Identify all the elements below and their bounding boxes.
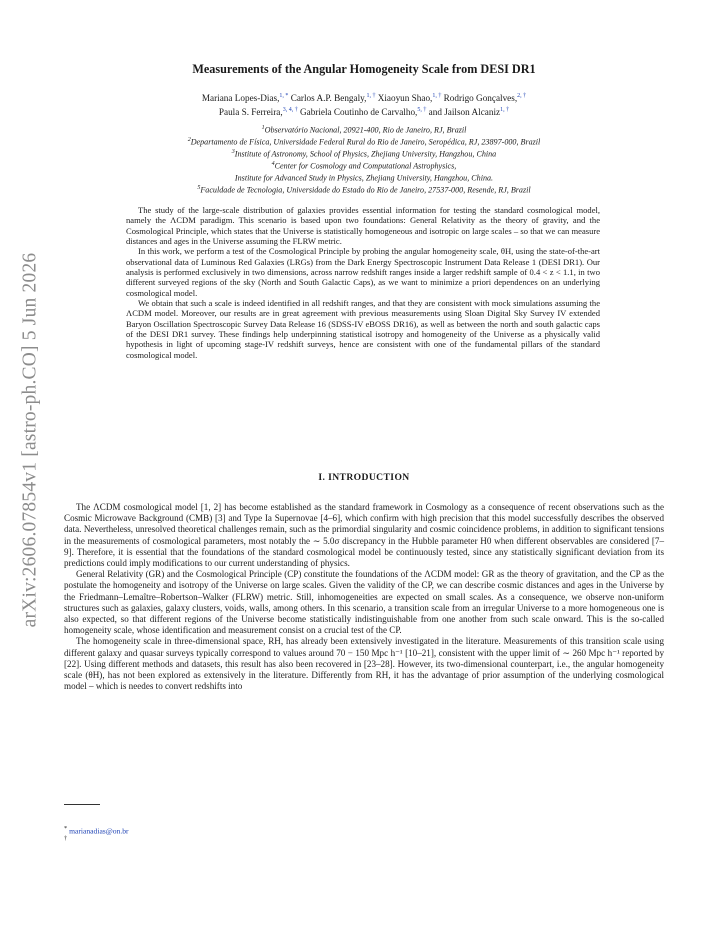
author: Mariana Lopes-Dias,$^{1, *}$ xyxy=(201,93,289,104)
paper-title: Measurements of the Angular Homogeneity Scale from DESI DR1 xyxy=(192,62,536,76)
author: Paula S. Ferreira,$^{3, 4, \dagger}$ xyxy=(218,107,298,118)
abstract-paragraph: We obtain that such a scale is indeed identified in all redshift ranges, and that they are consistent with mock simulations assuming the ΛCDM model. Moreover, our results are in great agreement with previous measurements using Sloan Digital Sky Survey IV extended Baryon Oscillation Spectroscopic Survey Data Release 16 (SDSS-IV eBOSS DR16), as well as between the north and south galactic caps of the DESI DR1 survey. These findings help underpinning statistical isotropy and homogeneity of the Universe as a physically valid hypothesis in light of upcoming stage-IV redshift surveys, hence are consistent with one of the fundamental pillars of the standard cosmological model. xyxy=(126,298,600,360)
affiliation: $^3$Institute of Astronomy, School of Physics, Zhejiang University, Hangzhou, China xyxy=(231,149,497,159)
footnote-dagger: † xyxy=(64,835,68,842)
author: Xiaoyun Shao,$^{1, \dagger}$ xyxy=(377,93,442,104)
section-heading: I. INTRODUCTION xyxy=(318,472,410,483)
author-line-2 xyxy=(64,107,664,117)
footnote-rule xyxy=(64,804,100,805)
introduction-body xyxy=(64,502,664,692)
author-line-1 xyxy=(64,93,664,103)
footnote-email: * marianadias@on.br xyxy=(64,825,129,836)
abstract-paragraph: The study of the large-scale distribution of galaxies provides essential information for testing the standard cosmological model, namely the ΛCDM paradigm. This scenario is based upon two foundations: General Relativity as the theory of gravity, and the Cosmological Principle, which states that the Universe is statistically homogeneous and isotropic on large scales – so that we can measure distances and ages in the Universe assuming the FLRW metric. xyxy=(126,205,600,247)
arxiv-identifier-stamp: arXiv:2606.07854v1 [astro-ph.CO] 5 Jun 2026 xyxy=(19,252,41,628)
author: Carlos A.P. Bengaly,$^{1, \dagger}$ xyxy=(290,93,376,104)
abstract-paragraph: In this work, we perform a test of the Cosmological Principle by probing the angular homogeneity scale, θH, using the state-of-the-art observational data of Luminous Red Galaxies (LRGs) from the Dark Energy Spectroscopic Instrument Data Release 1 (DESI DR1). Our analysis is performed exclusively in two dimensions, across narrow redshift ranges inside a larger redshift sample of 0.4 < z < 1.1, in two different surveyed regions of the sky (North and South Galactic Caps), as we want to minimize a priori dependences on an underlying cosmological model. xyxy=(126,246,600,298)
author: Gabriela Coutinho de Carvalho,$^{5, \dagger}$ xyxy=(299,107,427,118)
email-link[interactable]: marianadias@on.br xyxy=(69,826,129,836)
author: and Jailson Alcaniz$^{1, \dagger}$ xyxy=(428,107,510,118)
body-paragraph: General Relativity (GR) and the Cosmological Principle (CP) constitute the foundations of the ΛCDM model: GR as the theory of gravitation, and the CP as the postulate the homogeneity and isotropy of the Universe on large scales. Given the validity of the CP, we can describe cosmic distances and ages in the Universe by the Friedmann–Lemaître–Robertson–Walker (FLRW) metric. Still, inhomogeneities are expected on small scales. As a consequence, we observe non-uniform structures such as galaxies, galaxy clusters, voids, walls, among others. In this scenario, a transition scale from an irregular Universe to a more homogeneous one is also expected, so that different regions of the Universe become statistically indistinguishable from one another from such scale onward. This is the so-called homogeneity scale, whose identification and measurement consist on a crucial test of the CP. xyxy=(64,569,664,636)
affiliation: $^1$Observatório Nacional, 20921-400, Rio de Janeiro, RJ, Brazil xyxy=(261,125,467,135)
affiliation: $^4$Center for Cosmology and Computational Astrophysics, xyxy=(271,161,457,171)
body-paragraph: The ΛCDM cosmological model [1, 2] has become established as the standard framework in Cosmology as a consequence of recent observations such as the Cosmic Microwave Background (CMB) [3] and Type Ia Supernovae [4–6], which confirm with high precision that this model successfully describes the observed data. Nevertheless, unresolved theoretical challenges remain, such as the primordial singularity and cosmic coincidence problems, in addition to significant tensions in the measurements of cosmological parameters, most notably the ∼ 5.0σ discrepancy in the Hubble parameter H0 when different observables are considered [7–9]. Therefore, it is essential that the foundations of the standard cosmological model be continuously tested, since any statistically significant deviation from its predictions could imply modifications to our current understanding of physics. xyxy=(64,502,664,569)
affiliation: $^5$Faculdade de Tecnologia, Universidade do Estado do Rio de Janeiro, 27537-000, Resende, RJ, Brazil xyxy=(197,185,531,195)
author: Rodrigo Gonçalves,$^{2, \dagger}$ xyxy=(443,93,527,104)
affiliation: Institute for Advanced Study in Physics, Zhejiang University, Hangzhou, China. xyxy=(234,173,494,183)
body-paragraph: The homogeneity scale in three-dimensional space, RH, has already been extensively investigated in the literature. Measurements of this transition scale using different galaxy and quasar surveys typically correspond to values around 70 − 150 Mpc h⁻¹ [10–21], consistent with the upper limit of ∼ 260 Mpc h⁻¹ reported by [22]. Using different methods and datasets, this result has also been recovered in [23–28]. However, its two-dimensional counterpart, i.e., the angular homogeneity scale (θH), has not been explored as extensively in the literature. Differently from RH, it has the advantage of prior assumption of the underlying cosmological model – which is needes to convert redshifts into xyxy=(64,636,664,692)
abstract xyxy=(126,205,600,360)
affiliation: $^2$Departamento de Física, Universidade Federal Rural do Rio de Janeiro, Seropédica, RJ, 23897-000, Brazil xyxy=(187,137,541,147)
